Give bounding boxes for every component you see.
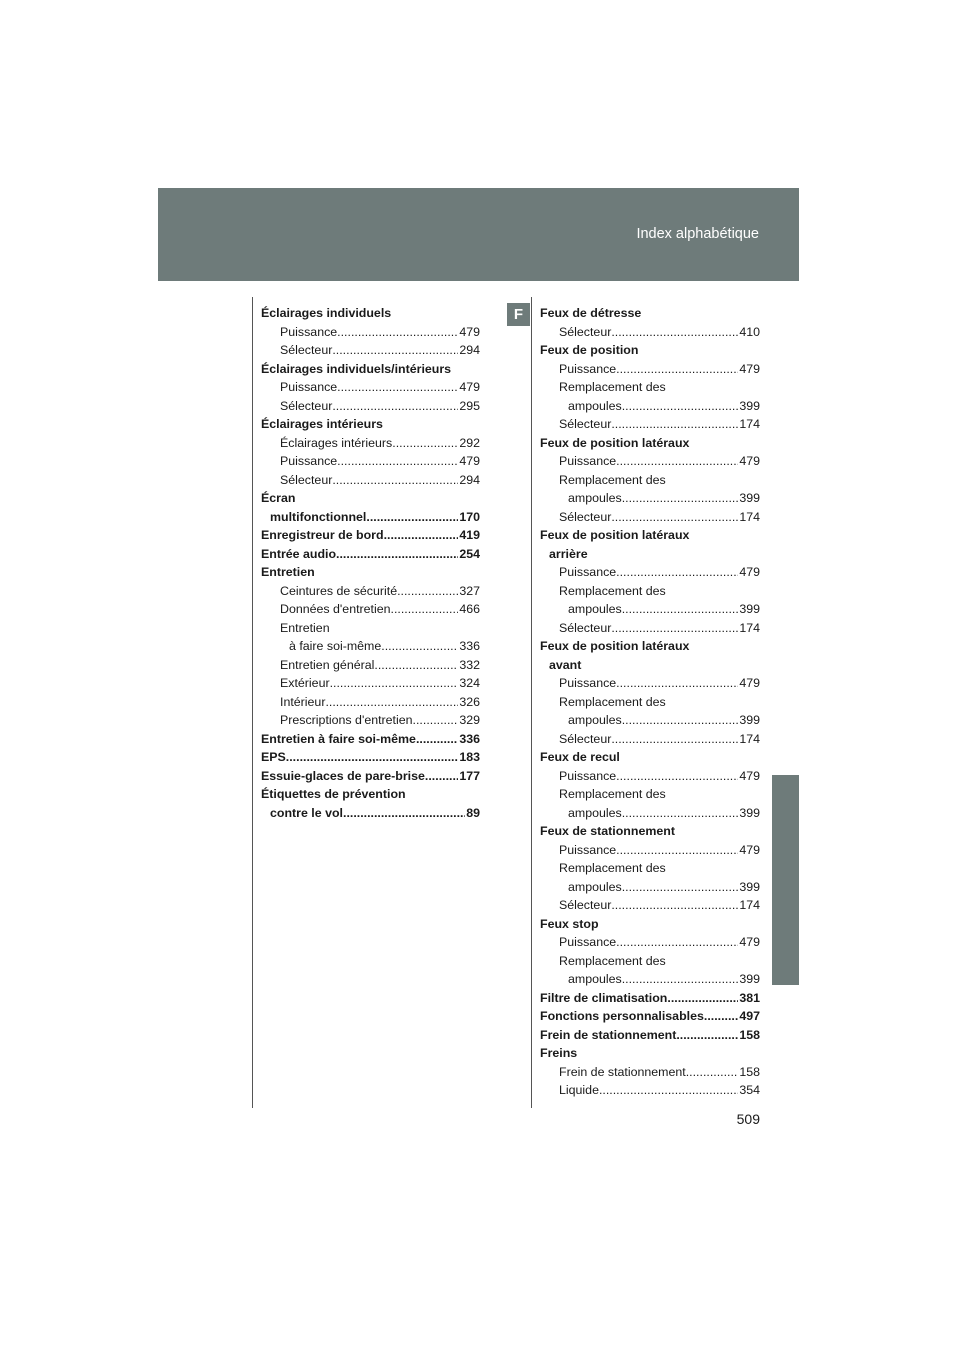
dot-leader bbox=[611, 415, 738, 434]
index-entry-label: ampoules bbox=[568, 602, 622, 616]
dot-leader bbox=[622, 397, 739, 416]
index-entry bbox=[261, 508, 480, 527]
dot-leader bbox=[622, 489, 739, 508]
dot-leader bbox=[374, 656, 458, 675]
dot-leader bbox=[611, 730, 738, 749]
dot-leader bbox=[616, 841, 738, 860]
index-entry bbox=[261, 452, 480, 471]
index-entry bbox=[261, 415, 480, 434]
index-entry-label: Sélecteur bbox=[559, 324, 612, 339]
dot-leader bbox=[611, 619, 738, 638]
index-entry-page: 292 bbox=[459, 435, 480, 450]
index-column-right bbox=[540, 304, 760, 1100]
index-entry-page: 479 bbox=[459, 380, 480, 394]
index-entry bbox=[540, 471, 760, 490]
index-entry bbox=[261, 323, 480, 342]
index-entry-label: Enregistreur de bord bbox=[261, 528, 384, 542]
index-entry-label: Remplacement des bbox=[559, 583, 666, 598]
dot-leader bbox=[686, 1063, 739, 1082]
index-entry-label: arrière bbox=[549, 546, 588, 561]
center-rule bbox=[531, 297, 532, 1108]
index-entry bbox=[540, 545, 760, 564]
index-entry bbox=[261, 304, 480, 323]
dot-leader bbox=[599, 1081, 738, 1100]
header-title: Index alphabétique bbox=[636, 226, 759, 242]
index-entry-label: ampoules bbox=[568, 805, 622, 820]
index-entry-label: Sélecteur bbox=[559, 509, 612, 524]
page-number: 509 bbox=[736, 1111, 760, 1127]
index-entry-label: Essuie-glaces de pare-brise bbox=[261, 768, 425, 783]
index-entry bbox=[540, 1063, 760, 1082]
index-entry bbox=[540, 637, 760, 656]
index-entry bbox=[540, 1081, 760, 1100]
index-entry bbox=[261, 341, 480, 360]
index-entry bbox=[540, 915, 760, 934]
section-letter-badge: F bbox=[507, 303, 530, 326]
index-entry bbox=[540, 1026, 760, 1045]
index-entry-label: Sélecteur bbox=[280, 398, 333, 413]
index-entry bbox=[540, 730, 760, 749]
index-entry-page: 479 bbox=[739, 768, 760, 783]
index-entry-label: Écran bbox=[261, 491, 296, 505]
index-entry-page: 254 bbox=[459, 546, 480, 561]
index-entry-label: Sélecteur bbox=[280, 472, 333, 487]
index-entry-label: Éclairages individuels/intérieurs bbox=[261, 361, 452, 376]
index-entry bbox=[540, 656, 760, 675]
dot-leader bbox=[622, 878, 739, 897]
index-entry-label: Remplacement des bbox=[559, 472, 666, 487]
index-entry-label: Entretien général bbox=[280, 657, 375, 672]
index-entry-page: 294 bbox=[459, 472, 480, 487]
index-entry-label: Puissance bbox=[280, 380, 338, 394]
index-entry bbox=[261, 526, 480, 545]
index-entry bbox=[261, 360, 480, 379]
dot-leader bbox=[286, 748, 459, 767]
dot-leader bbox=[397, 582, 458, 601]
index-entry bbox=[261, 545, 480, 564]
index-entry-label: à faire soi-même bbox=[289, 639, 382, 653]
index-entry-label: Remplacement des bbox=[559, 380, 666, 394]
index-entry-label: Éclairages intérieurs bbox=[261, 417, 383, 431]
dot-leader bbox=[611, 323, 738, 342]
dot-leader bbox=[622, 711, 739, 730]
index-entry-page: 329 bbox=[459, 713, 480, 727]
dot-leader bbox=[392, 434, 458, 453]
index-entry bbox=[261, 693, 480, 712]
index-entry-label: Puissance bbox=[559, 565, 617, 579]
dot-leader bbox=[416, 730, 458, 749]
index-entry bbox=[540, 434, 760, 453]
index-entry bbox=[540, 563, 760, 582]
index-entry-label: Puissance bbox=[559, 768, 617, 783]
index-entry-label: Feux de position bbox=[540, 343, 639, 357]
index-entry-label: Remplacement des bbox=[559, 694, 666, 709]
index-entry bbox=[540, 600, 760, 619]
index-entry-page: 174 bbox=[739, 731, 760, 746]
index-entry-label: multifonctionnel bbox=[270, 509, 367, 524]
index-entry bbox=[540, 767, 760, 786]
index-entry-page: 399 bbox=[739, 972, 760, 986]
dot-leader bbox=[611, 896, 738, 915]
index-entry-label: ampoules bbox=[568, 491, 622, 505]
dot-leader bbox=[391, 600, 459, 619]
index-entry-label: Feux de recul bbox=[540, 750, 620, 764]
index-entry-page: 419 bbox=[459, 528, 480, 542]
dot-leader bbox=[622, 804, 739, 823]
dot-leader bbox=[622, 600, 739, 619]
index-entry-label: Puissance bbox=[559, 842, 617, 857]
side-thumb-tab bbox=[772, 775, 799, 985]
index-entry bbox=[540, 323, 760, 342]
index-entry-page: 326 bbox=[459, 694, 480, 709]
index-entry bbox=[540, 933, 760, 952]
index-entry bbox=[540, 952, 760, 971]
index-entry-page: 479 bbox=[739, 565, 760, 579]
index-entry-page: 399 bbox=[739, 805, 760, 820]
index-entry-label: Étiquettes de prévention bbox=[261, 787, 406, 801]
index-column-left bbox=[261, 304, 480, 822]
index-entry-page: 399 bbox=[739, 713, 760, 727]
index-entry-page: 336 bbox=[459, 731, 480, 746]
index-entry-page: 399 bbox=[739, 602, 760, 616]
index-entry bbox=[540, 1044, 760, 1063]
index-entry-label: Remplacement des bbox=[559, 787, 666, 801]
index-entry-label: contre le vol bbox=[270, 805, 343, 820]
index-entry-label: Puissance bbox=[280, 324, 338, 339]
index-entry bbox=[540, 989, 760, 1008]
dot-leader bbox=[622, 970, 739, 989]
index-entry-label: Frein de stationnement bbox=[540, 1027, 677, 1042]
index-entry bbox=[540, 878, 760, 897]
index-entry bbox=[540, 360, 760, 379]
index-entry bbox=[540, 619, 760, 638]
index-entry-label: ampoules bbox=[568, 398, 622, 413]
index-entry bbox=[261, 434, 480, 453]
index-entry bbox=[540, 748, 760, 767]
index-entry bbox=[261, 711, 480, 730]
index-entry-page: 479 bbox=[739, 361, 760, 376]
index-entry bbox=[540, 711, 760, 730]
index-entry-label: Intérieur bbox=[280, 694, 326, 709]
index-entry bbox=[261, 600, 480, 619]
index-entry-page: 174 bbox=[739, 509, 760, 524]
index-entry-page: 294 bbox=[459, 343, 480, 357]
dot-leader bbox=[337, 323, 458, 342]
index-entry-label: Entretien à faire soi-même bbox=[261, 731, 416, 746]
dot-leader bbox=[616, 563, 738, 582]
index-entry-label: Éclairages individuels bbox=[261, 306, 392, 320]
dot-leader bbox=[616, 674, 738, 693]
dot-leader bbox=[667, 989, 738, 1008]
index-entry bbox=[540, 489, 760, 508]
index-entry bbox=[261, 563, 480, 582]
dot-leader bbox=[704, 1007, 738, 1026]
index-entry-page: 183 bbox=[459, 750, 480, 764]
index-entry-label: Feux stop bbox=[540, 916, 599, 931]
index-entry-page: 479 bbox=[739, 842, 760, 857]
index-entry bbox=[261, 767, 480, 786]
index-entry bbox=[540, 415, 760, 434]
index-entry-page: 174 bbox=[739, 417, 760, 431]
dot-leader bbox=[611, 508, 738, 527]
index-entry-label: Puissance bbox=[559, 361, 617, 376]
index-entry-label: Éclairages intérieurs bbox=[280, 435, 393, 450]
index-entry bbox=[540, 397, 760, 416]
index-entry-page: 410 bbox=[739, 324, 760, 339]
left-rule bbox=[252, 297, 253, 1108]
index-entry-label: Feux de stationnement bbox=[540, 824, 675, 838]
index-entry bbox=[261, 785, 480, 804]
index-entry-page: 158 bbox=[739, 1027, 760, 1042]
index-entry-label: Prescriptions d'entretien bbox=[280, 713, 413, 727]
index-entry-page: 89 bbox=[466, 805, 480, 820]
index-entry-label: Feux de position latéraux bbox=[540, 639, 690, 653]
index-entry-label: Entretien bbox=[261, 565, 315, 579]
index-entry bbox=[261, 619, 480, 638]
dot-leader bbox=[616, 452, 738, 471]
dot-leader bbox=[413, 711, 459, 730]
index-entry bbox=[261, 637, 480, 656]
index-entry-label: Ceintures de sécurité bbox=[280, 583, 398, 598]
index-entry bbox=[261, 656, 480, 675]
index-entry-label: Sélecteur bbox=[559, 417, 612, 431]
index-entry-page: 381 bbox=[739, 990, 760, 1005]
index-entry-page: 170 bbox=[459, 509, 480, 524]
index-entry-label: Frein de stationnement bbox=[559, 1064, 686, 1079]
index-entry-page: 479 bbox=[739, 454, 760, 468]
index-entry bbox=[540, 785, 760, 804]
index-entry-label: Filtre de climatisation bbox=[540, 990, 668, 1005]
dot-leader bbox=[336, 545, 458, 564]
index-entry-label: Puissance bbox=[559, 935, 617, 949]
index-entry bbox=[261, 674, 480, 693]
index-entry-page: 479 bbox=[739, 676, 760, 690]
index-entry-label: Puissance bbox=[559, 454, 617, 468]
index-entry bbox=[540, 341, 760, 360]
index-entry-label: Sélecteur bbox=[559, 898, 612, 912]
dot-leader bbox=[381, 637, 458, 656]
dot-leader bbox=[337, 452, 458, 471]
index-entry-label: Extérieur bbox=[280, 676, 330, 690]
index-entry bbox=[540, 804, 760, 823]
index-entry-label: ampoules bbox=[568, 713, 622, 727]
dot-leader bbox=[325, 693, 458, 712]
index-entry-page: 399 bbox=[739, 879, 760, 894]
index-entry bbox=[540, 526, 760, 545]
index-entry-page: 479 bbox=[459, 454, 480, 468]
index-entry-label: Feux de détresse bbox=[540, 306, 642, 320]
index-entry-page: 177 bbox=[459, 768, 480, 783]
index-entry bbox=[540, 841, 760, 860]
index-entry-page: 399 bbox=[739, 491, 760, 505]
index-entry-page: 324 bbox=[459, 676, 480, 690]
index-entry-page: 295 bbox=[459, 398, 480, 413]
index-entry bbox=[540, 304, 760, 323]
index-entry-label: ampoules bbox=[568, 879, 622, 894]
index-entry-label: Sélecteur bbox=[280, 343, 333, 357]
index-entry-page: 479 bbox=[739, 935, 760, 949]
index-entry bbox=[261, 397, 480, 416]
index-entry-page: 497 bbox=[739, 1009, 760, 1023]
index-entry-label: ampoules bbox=[568, 972, 622, 986]
index-entry-page: 399 bbox=[739, 398, 760, 413]
dot-leader bbox=[616, 360, 738, 379]
index-entry bbox=[261, 378, 480, 397]
dot-leader bbox=[366, 508, 458, 527]
dot-leader bbox=[332, 341, 458, 360]
index-entry bbox=[540, 896, 760, 915]
index-entry-label: Entrée audio bbox=[261, 546, 337, 561]
dot-leader bbox=[330, 674, 459, 693]
dot-leader bbox=[332, 471, 458, 490]
index-entry bbox=[540, 452, 760, 471]
index-entry-label: Puissance bbox=[559, 676, 617, 690]
index-entry-label: Données d'entretien bbox=[280, 602, 391, 616]
index-entry bbox=[540, 859, 760, 878]
index-entry bbox=[261, 730, 480, 749]
index-entry bbox=[261, 804, 480, 823]
index-entry-label: EPS bbox=[261, 750, 286, 764]
dot-leader bbox=[616, 767, 738, 786]
index-entry bbox=[540, 822, 760, 841]
index-entry bbox=[261, 748, 480, 767]
index-entry-label: Fonctions personnalisables bbox=[540, 1009, 704, 1023]
index-entry bbox=[540, 582, 760, 601]
index-entry-page: 158 bbox=[739, 1064, 760, 1079]
index-entry bbox=[261, 582, 480, 601]
index-entry-page: 174 bbox=[739, 620, 760, 635]
dot-leader bbox=[332, 397, 458, 416]
index-entry bbox=[540, 508, 760, 527]
index-entry-page: 174 bbox=[739, 898, 760, 912]
index-entry-label: Freins bbox=[540, 1046, 578, 1060]
index-entry bbox=[540, 674, 760, 693]
index-entry-label: Feux de position latéraux bbox=[540, 528, 690, 542]
index-entry-label: Remplacement des bbox=[559, 953, 666, 968]
index-entry-label: Liquide bbox=[559, 1083, 599, 1097]
dot-leader bbox=[343, 804, 465, 823]
index-entry-page: 354 bbox=[739, 1083, 760, 1097]
index-entry bbox=[261, 471, 480, 490]
index-entry bbox=[540, 693, 760, 712]
index-entry-label: Remplacement des bbox=[559, 861, 666, 875]
dot-leader bbox=[616, 933, 738, 952]
page-header bbox=[158, 188, 799, 281]
index-entry-page: 479 bbox=[459, 324, 480, 339]
index-entry-page: 327 bbox=[459, 583, 480, 598]
index-entry-label: Entretien bbox=[280, 620, 330, 635]
index-entry-label: Sélecteur bbox=[559, 620, 612, 635]
dot-leader bbox=[676, 1026, 738, 1045]
index-entry-label: Puissance bbox=[280, 454, 338, 468]
index-entry-label: Sélecteur bbox=[559, 731, 612, 746]
dot-leader bbox=[384, 526, 459, 545]
index-entry bbox=[540, 1007, 760, 1026]
index-entry-label: avant bbox=[549, 657, 582, 672]
index-entry bbox=[261, 489, 480, 508]
index-entry-page: 332 bbox=[459, 657, 480, 672]
index-entry bbox=[540, 378, 760, 397]
dot-leader bbox=[425, 767, 458, 786]
index-entry-label: Feux de position latéraux bbox=[540, 435, 690, 450]
index-entry-page: 336 bbox=[459, 639, 480, 653]
index-entry-page: 466 bbox=[459, 602, 480, 616]
index-entry bbox=[540, 970, 760, 989]
dot-leader bbox=[337, 378, 458, 397]
